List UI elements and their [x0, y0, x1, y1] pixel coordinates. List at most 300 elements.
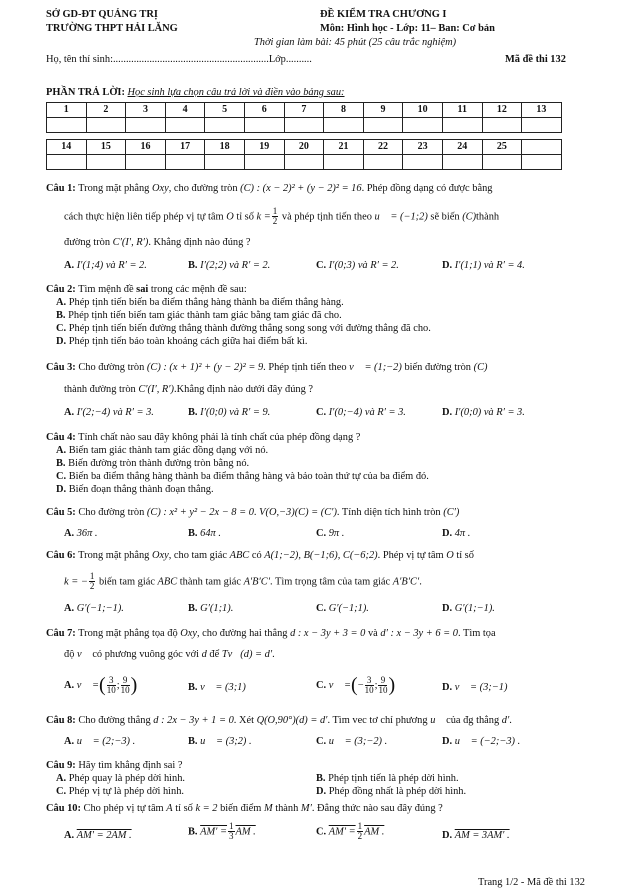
- option-label: B.: [188, 260, 198, 271]
- q7-text: có phương vuông góc với: [92, 649, 199, 660]
- q10-option-a[interactable]: [64, 829, 132, 842]
- q10-text: tỉ số: [175, 803, 193, 814]
- answer-cell[interactable]: [126, 118, 166, 133]
- option-label: C.: [316, 603, 327, 614]
- answer-section-heading: [46, 86, 345, 99]
- q9-option-c[interactable]: [56, 785, 184, 798]
- q6-text: A′B′C′: [392, 576, 420, 588]
- option-label: B.: [316, 773, 326, 784]
- q5-label: Câu 5:: [46, 507, 76, 518]
- option-text: G′(−1;1).: [328, 603, 369, 614]
- option-text: Biến ba điểm thẳng hàng thành ba điểm thẳng hàng và bảo toàn thứ tự của ba điểm đó.: [68, 471, 429, 482]
- answer-cell[interactable]: [403, 155, 443, 170]
- q1-option-c[interactable]: [316, 259, 399, 272]
- frac: [378, 676, 387, 696]
- q7-text: d: [201, 649, 207, 660]
- table-cell: 3: [126, 103, 166, 118]
- q8-text: d′: [501, 715, 510, 726]
- q10-option-d[interactable]: [442, 829, 510, 842]
- q3-option-d[interactable]: [442, 406, 525, 419]
- table-cell: 1: [47, 103, 87, 118]
- q6-line1: [46, 549, 474, 562]
- q6-fraction: [89, 572, 96, 592]
- q6-text: Trong mặt phẳng: [78, 550, 150, 561]
- answer-row-spacer: [47, 133, 562, 140]
- q6-text: ABC: [229, 550, 250, 561]
- q4-option-b[interactable]: [56, 457, 249, 470]
- q9-text: Hãy tìm khẳng định sai ?: [78, 760, 183, 771]
- q3-option-a[interactable]: [64, 406, 154, 419]
- table-cell: 5: [205, 103, 245, 118]
- q6-line2: [64, 572, 422, 592]
- q8-equation: d : 2x − 3y + 1 = 0: [153, 715, 234, 726]
- q4-option-d[interactable]: [56, 483, 214, 496]
- q3-line2: [64, 383, 313, 396]
- table-cell: 7: [284, 103, 324, 118]
- q7-option-d[interactable]: [442, 681, 507, 694]
- frac-num: 1: [272, 206, 278, 216]
- q6-text: tỉ số: [456, 550, 474, 561]
- q3-line1: [46, 361, 487, 374]
- q3-vector: v⃗ = (1;−2): [349, 362, 402, 373]
- q10-option-c[interactable]: [316, 822, 384, 842]
- answer-cell[interactable]: [47, 155, 87, 170]
- q6-text: . Phép vị tự tâm: [377, 550, 444, 561]
- q9-option-d[interactable]: [316, 785, 466, 798]
- q10-text: Cho phép vị tự tâm: [83, 803, 164, 814]
- answer-cell[interactable]: [363, 118, 403, 133]
- frac-den: 10: [378, 685, 388, 695]
- q5-text: Cho đường tròn: [78, 507, 145, 518]
- q6-option-d[interactable]: [442, 602, 495, 615]
- q6-text: có: [251, 550, 262, 561]
- option-text: Phép tịnh tiến bảo toàn khoảng cách giữa hai điểm bất kì.: [68, 336, 308, 347]
- q3-label: Câu 3:: [46, 362, 76, 373]
- option-label: D.: [56, 336, 67, 347]
- option-text: I′(2;−4) và R′ = 3.: [76, 407, 154, 418]
- option-text: AM′ =: [328, 826, 356, 838]
- option-label: D.: [442, 830, 453, 841]
- table-cell: 21: [324, 140, 364, 155]
- answer-cell[interactable]: [363, 155, 403, 170]
- option-label: C.: [56, 323, 67, 334]
- answer-cell[interactable]: [284, 155, 324, 170]
- option-label: A.: [56, 297, 67, 308]
- q6-text: Oxy: [151, 550, 169, 561]
- q7-text: để: [209, 649, 220, 660]
- q9-line1: [46, 759, 183, 772]
- option-text: 4π .: [454, 528, 471, 539]
- answer-cell[interactable]: [522, 118, 562, 133]
- option-text: I′(0;3) và R′ = 2.: [328, 260, 399, 271]
- q2-option-c[interactable]: [56, 322, 431, 335]
- table-cell: 22: [363, 140, 403, 155]
- q8-option-a[interactable]: [64, 735, 135, 748]
- option-label: B.: [188, 736, 198, 747]
- option-label: B.: [188, 407, 198, 418]
- q6-option-b[interactable]: [188, 602, 233, 615]
- option-label: D.: [442, 736, 453, 747]
- q5-line1: [46, 506, 459, 519]
- frac-den: 3: [229, 831, 234, 842]
- q2-label: Câu 2:: [46, 284, 76, 295]
- table-cell: 17: [165, 140, 205, 155]
- q7-text: . Tìm tọa: [457, 628, 496, 639]
- option-text: I′(0;−4) và R′ = 3.: [328, 407, 406, 418]
- exam-title: ĐỀ KIỂM TRA CHƯƠNG I: [320, 9, 447, 20]
- option-label: D.: [442, 682, 453, 693]
- option-text: G′(1;−1).: [454, 603, 495, 614]
- answer-label: PHẦN TRẢ LỜI:: [46, 87, 125, 98]
- option-text: 36π .: [76, 528, 98, 539]
- q7-option-b[interactable]: [188, 681, 246, 694]
- option-label: C.: [316, 528, 327, 539]
- q1-text: k =: [256, 211, 271, 223]
- q1-text: sẽ biến: [430, 211, 460, 223]
- option-text: u⃗ = (−2;−3) .: [454, 736, 521, 747]
- answer-cell[interactable]: [86, 155, 126, 170]
- q4-line1: [46, 431, 360, 444]
- option-text: Biến đường tròn thành đường tròn bằng nó.: [68, 458, 250, 469]
- option-text: I′(2;2) và R′ = 2.: [200, 260, 271, 271]
- paren: (: [351, 674, 358, 696]
- q8-text: của đg thẳng: [446, 715, 500, 726]
- q6-text: .: [419, 576, 422, 588]
- option-label: A.: [64, 679, 75, 691]
- option-text: Phép quay là phép dời hình.: [68, 773, 186, 784]
- option-text: G′(−1;−1).: [76, 603, 124, 614]
- q10-text: A: [166, 803, 173, 814]
- option-label: A.: [64, 407, 75, 418]
- option-text: AM .: [364, 826, 385, 838]
- frac: [357, 822, 364, 842]
- option-label: B.: [188, 826, 198, 838]
- table-cell: 14: [47, 140, 87, 155]
- frac-num: 9: [121, 676, 130, 686]
- option-text: v⃗ =: [328, 679, 352, 691]
- q7-line1: [46, 627, 496, 640]
- q1-option-b[interactable]: [188, 259, 270, 272]
- q7-text: , cho đường hai thẳng: [196, 628, 288, 639]
- q3-option-b[interactable]: [188, 406, 270, 419]
- table-cell: 20: [284, 140, 324, 155]
- option-label: D.: [56, 484, 67, 495]
- table-cell: 10: [403, 103, 443, 118]
- q2-option-a[interactable]: [56, 296, 344, 309]
- answer-cell[interactable]: [284, 118, 324, 133]
- q9-option-b[interactable]: [316, 772, 459, 785]
- option-text: I′(0;0) và R′ = 9.: [200, 407, 271, 418]
- option-text: Biến tam giác thành tam giác đồng dạng với nó.: [68, 445, 269, 456]
- option-label: D.: [316, 786, 327, 797]
- option-text: I′(0;0) và R′ = 3.: [454, 407, 525, 418]
- q1-text: C′(I′, R′): [112, 237, 149, 248]
- frac-num: 1: [229, 821, 234, 831]
- option-text: I′(1;1) và R′ = 4.: [454, 260, 525, 271]
- option-label: C.: [56, 471, 67, 482]
- q9-label: Câu 9:: [46, 760, 76, 771]
- q1-text: tỉ số: [236, 211, 254, 223]
- q6-label: Câu 6:: [46, 550, 76, 561]
- frac-den: 2: [89, 581, 95, 592]
- q3-text: . Phép tịnh tiến theo: [263, 362, 347, 373]
- table-cell: 18: [205, 140, 245, 155]
- school-name: TRƯỜNG THPT HẢI LĂNG: [46, 23, 178, 34]
- q6-points: A(1;−2), B(−1;6), C(−6;2): [264, 550, 378, 561]
- student-info-line: Họ, tên thí sinh:............................................................Lớp..........: [46, 54, 312, 65]
- table-cell: 12: [482, 103, 522, 118]
- q1-line3: [64, 236, 251, 249]
- option-text: I′(1;4) và R′ = 2.: [76, 260, 147, 271]
- table-cell: 24: [442, 140, 482, 155]
- answer-table: [46, 102, 562, 170]
- option-text: Phép đồng nhất là phép dời hình.: [328, 786, 467, 797]
- q3-text: Cho đường tròn: [78, 362, 145, 373]
- q1-text: . Phép đồng dạng có được bằng: [361, 183, 493, 194]
- q8-option-c[interactable]: [316, 735, 387, 748]
- q10-text: thành: [275, 803, 299, 814]
- table-cell: 25: [482, 140, 522, 155]
- exam-code: Mã đề thi 132: [505, 54, 566, 65]
- answer-cell[interactable]: [244, 118, 284, 133]
- q2-option-b[interactable]: [56, 309, 342, 322]
- q2-option-d[interactable]: [56, 335, 308, 348]
- q10-option-b[interactable]: [188, 822, 256, 842]
- q1-line2: [64, 207, 499, 227]
- q3-text: thành đường tròn: [64, 384, 136, 395]
- option-text: AM′ = 2AM .: [76, 830, 132, 841]
- option-label: B.: [188, 682, 198, 693]
- q8-text: u⃗: [430, 715, 444, 726]
- q6-text: , cho tam giác: [168, 550, 227, 561]
- table-cell: 19: [244, 140, 284, 155]
- option-label: C.: [316, 260, 327, 271]
- q10-text: M′: [300, 803, 312, 814]
- answer-instruction: Học sinh lựa chọn câu trả lời và điền vào bảng sau:: [127, 87, 345, 98]
- exam-subject: Môn: Hình học - Lớp: 11– Ban: Cơ bản: [320, 23, 495, 34]
- q7-text: độ: [64, 649, 75, 660]
- q7-text: và: [367, 628, 378, 639]
- option-text: Phép tịnh tiến là phép dời hình.: [328, 773, 459, 784]
- q4-label: Câu 4:: [46, 432, 76, 443]
- answer-cell[interactable]: [165, 155, 205, 170]
- q1-text: cách thực hiện liên tiếp phép vị tự tâm: [64, 211, 224, 223]
- q9-option-a[interactable]: [56, 772, 185, 785]
- option-label: A.: [64, 736, 75, 747]
- q8-label: Câu 8:: [46, 715, 76, 726]
- dept-name: SỞ GD-ĐT QUẢNG TRỊ: [46, 9, 158, 20]
- answer-row-blank-1: [47, 118, 562, 133]
- q7-option-c[interactable]: C. v⃗ =(− $\frac{3}{10}$ ; $\frac{9}{10}$ ): [316, 674, 396, 696]
- q6-option-a[interactable]: [64, 602, 124, 615]
- option-label: A.: [64, 260, 75, 271]
- option-label: D.: [442, 407, 453, 418]
- q10-text: M: [263, 803, 273, 814]
- option-text: Phép tịnh tiến biến đường thẳng thành đường thẳng song song với đường thẳng đã cho.: [68, 323, 431, 334]
- table-cell: [522, 140, 562, 155]
- answer-cell[interactable]: [324, 118, 364, 133]
- option-label: D.: [442, 603, 453, 614]
- q6-text: k = −: [64, 576, 88, 588]
- paren: ): [388, 674, 396, 696]
- frac: [107, 676, 116, 696]
- q5-option-a[interactable]: [64, 527, 98, 540]
- q8-text: . Xét: [233, 715, 254, 726]
- option-text: Biến đoạn thẳng thành đoạn thẳng.: [68, 484, 214, 495]
- option-text: 64π .: [200, 528, 221, 539]
- q5-option-c[interactable]: [316, 527, 344, 540]
- option-label: A.: [64, 528, 75, 539]
- q7-equation: d : x − 3y + 3 = 0: [290, 628, 366, 639]
- q6-text: thành tam giác: [179, 576, 241, 588]
- table-cell: 2: [86, 103, 126, 118]
- q1-text: O: [226, 211, 234, 223]
- option-label: B.: [56, 458, 66, 469]
- exam-time: Thời gian làm bài: 45 phút (25 câu trắc nghiệm): [254, 37, 457, 48]
- q1-text: . Khẳng định nào đúng ?: [148, 237, 251, 248]
- q4-option-a[interactable]: [56, 444, 268, 457]
- q1-text: và phép tịnh tiến theo: [281, 211, 372, 223]
- table-cell: 9: [363, 103, 403, 118]
- q3-text: biến đường tròn: [404, 362, 471, 373]
- option-text: u⃗ = (3;−2) .: [328, 736, 388, 747]
- option-text: Phép tịnh tiến biến tam giác thành tam giác bằng tam giác đã cho.: [68, 310, 342, 321]
- q1-text: Trong mặt phẳng: [78, 183, 150, 194]
- table-cell: 13: [522, 103, 562, 118]
- option-text: u⃗ = (2;−3) .: [76, 736, 136, 747]
- answer-cell[interactable]: [86, 118, 126, 133]
- q5-option-b[interactable]: [188, 527, 221, 540]
- frac-num: 1: [89, 571, 95, 581]
- q1-option-a[interactable]: [64, 259, 147, 272]
- q3-text: C′(I′, R′): [138, 384, 175, 395]
- q8-option-b[interactable]: [188, 735, 252, 748]
- table-cell: 6: [244, 103, 284, 118]
- q7-text: Oxy: [180, 628, 197, 639]
- table-cell: 15: [86, 140, 126, 155]
- q3-option-c[interactable]: [316, 406, 406, 419]
- table-cell: 16: [126, 140, 166, 155]
- option-label: A.: [64, 830, 75, 841]
- q7-option-a[interactable]: A. v⃗ =( $\frac{3}{10}$ ; $\frac{9}{10}$ ): [64, 674, 138, 696]
- option-text: AM′ =: [200, 826, 228, 838]
- answer-cell[interactable]: [482, 155, 522, 170]
- answer-cell[interactable]: [442, 155, 482, 170]
- q5-text: . Tính diện tích hình tròn: [336, 507, 441, 518]
- answer-cell[interactable]: [165, 118, 205, 133]
- q3-text: (C): [473, 362, 488, 373]
- answer-cell[interactable]: [324, 155, 364, 170]
- frac-den: 2: [357, 831, 363, 842]
- q8-text: Cho đường thẳng: [78, 715, 151, 726]
- option-text: v⃗ = (3;1): [200, 682, 246, 693]
- q5-text: (C′): [443, 507, 460, 518]
- option-label: D.: [442, 260, 453, 271]
- q4-option-c[interactable]: [56, 470, 429, 483]
- option-text: Phép tịnh tiến biến ba điểm thẳng hàng thành ba điểm thẳng hàng.: [68, 297, 344, 308]
- q10-label: Câu 10:: [46, 803, 81, 814]
- q3-text: .Khẳng định nào dưới đây đúng ?: [174, 384, 313, 395]
- option-label: C.: [316, 826, 327, 838]
- frac: [365, 676, 374, 696]
- answer-cell[interactable]: [442, 118, 482, 133]
- answer-cell[interactable]: [205, 155, 245, 170]
- q4-text: Tính chất nào sau đây không phải là tính chất của phép đồng dạng ?: [78, 432, 361, 443]
- paren: ): [130, 674, 138, 696]
- frac-num: 3: [107, 676, 116, 686]
- table-cell: 11: [442, 103, 482, 118]
- q8-text: .: [509, 715, 512, 726]
- option-label: A.: [56, 445, 67, 456]
- table-cell: 23: [403, 140, 443, 155]
- q10-text: k = 2: [195, 803, 218, 814]
- q10-text: biến điểm: [220, 803, 262, 814]
- frac-den: 10: [364, 685, 374, 695]
- frac-num: 9: [378, 676, 387, 686]
- frac-num: 3: [365, 676, 374, 686]
- q7-line2: [64, 648, 275, 661]
- option-label: B.: [188, 603, 198, 614]
- answer-cell[interactable]: [482, 118, 522, 133]
- q5-homothety: V(O,−3)(C) = (C′): [259, 507, 337, 518]
- q8-text: . Tìm vec tơ chỉ phương: [327, 715, 428, 726]
- q6-option-c[interactable]: [316, 602, 369, 615]
- option-label: D.: [442, 528, 453, 539]
- table-cell: 8: [324, 103, 364, 118]
- spacer-cell: [47, 133, 562, 140]
- q6-text: biến tam giác: [98, 576, 155, 588]
- option-label: C.: [316, 736, 327, 747]
- q7-equation: d′ : x − 3y + 6 = 0: [380, 628, 458, 639]
- q1-text: (C): [462, 211, 477, 223]
- frac-den: 10: [120, 685, 130, 695]
- table-cell: 4: [165, 103, 205, 118]
- q6-text: O: [446, 550, 454, 561]
- paren: (: [99, 674, 106, 696]
- option-text: 9π .: [328, 528, 345, 539]
- q1-text: , cho đường tròn: [168, 183, 238, 194]
- q7-text: Trong mặt phẳng tọa độ: [78, 628, 178, 639]
- answer-cell[interactable]: [403, 118, 443, 133]
- q5-option-d[interactable]: [442, 527, 470, 540]
- q7-label: Câu 7:: [46, 628, 76, 639]
- q2-text-bold: sai: [136, 284, 149, 295]
- page-footer: Trang 1/2 - Mã đề thi 132: [478, 877, 585, 888]
- frac: [121, 676, 130, 696]
- answer-row-header-2: [47, 140, 562, 155]
- answer-cell[interactable]: [205, 118, 245, 133]
- q1-option-d[interactable]: [442, 259, 525, 272]
- option-text: G′(1;1).: [200, 603, 234, 614]
- frac-num: 1: [357, 821, 363, 831]
- option-text: Phép vị tự là phép dời hình.: [68, 786, 185, 797]
- q1-line1: [46, 182, 492, 195]
- answer-row-header-1: [47, 103, 562, 118]
- option-label: C.: [316, 679, 327, 691]
- q7-translation: Tv⃗(d) = d′: [221, 649, 273, 660]
- q2-text: Tìm mệnh đề: [78, 284, 134, 295]
- q6-text: . Tìm trọng tâm của tam giác: [270, 576, 391, 588]
- q1-fraction: [272, 207, 279, 227]
- q2-line1: [46, 283, 247, 296]
- answer-cell[interactable]: [244, 155, 284, 170]
- option-label: C.: [56, 786, 67, 797]
- option-text: v⃗ =: [76, 679, 100, 691]
- answer-cell[interactable]: [126, 155, 166, 170]
- answer-cell[interactable]: [522, 155, 562, 170]
- q8-option-d[interactable]: [442, 735, 520, 748]
- answer-cell[interactable]: [47, 118, 87, 133]
